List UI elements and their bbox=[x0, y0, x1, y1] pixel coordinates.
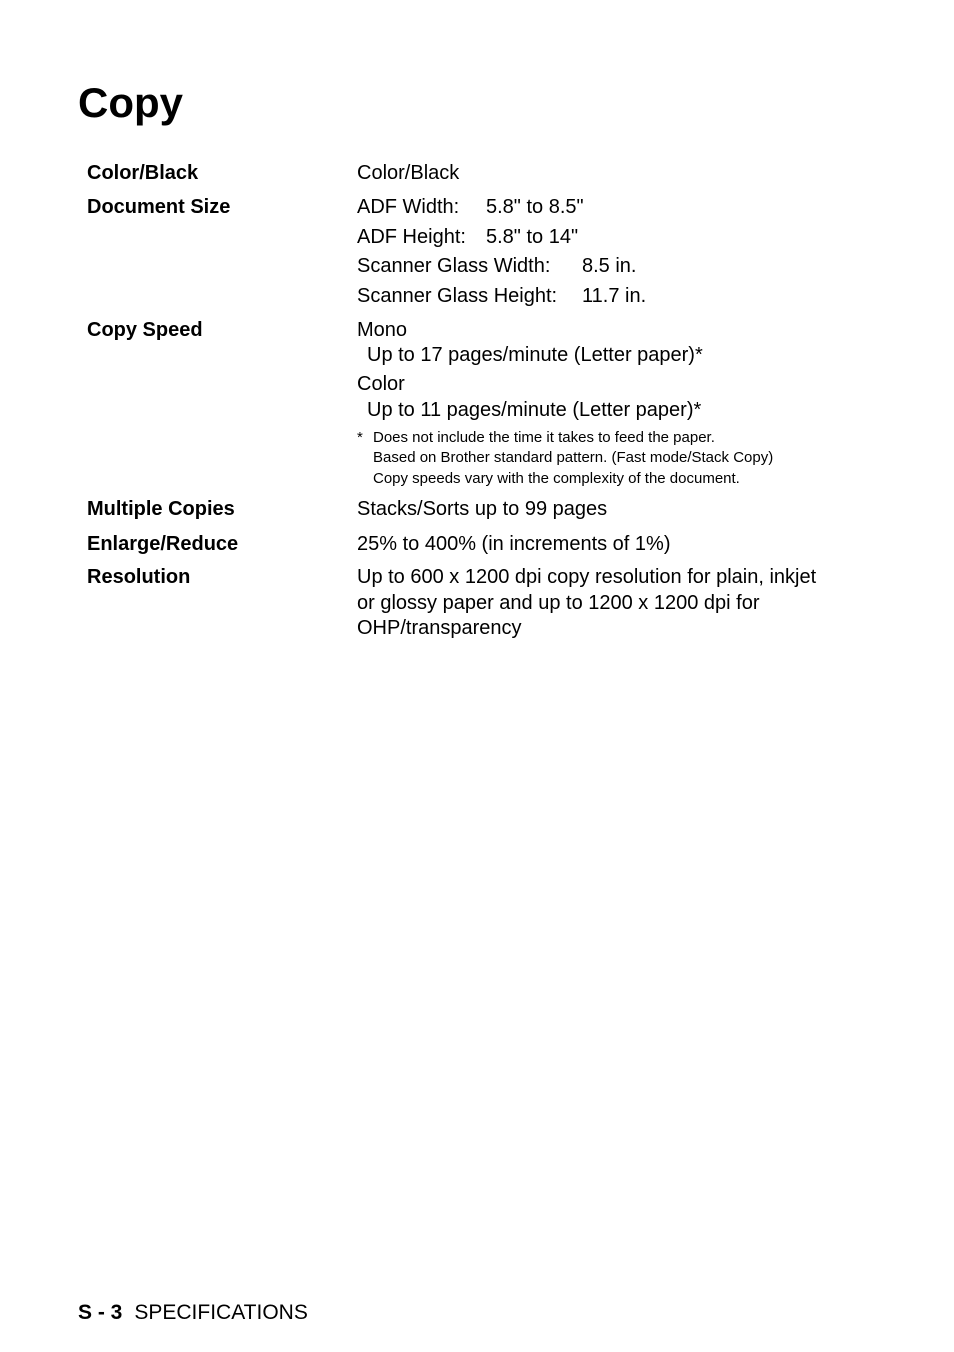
color-speed: Up to 11 pages/minute (Letter paper)* bbox=[367, 399, 702, 421]
spec-label: Enlarge/Reduce bbox=[87, 533, 239, 555]
page-number: S - 3 bbox=[78, 1301, 123, 1324]
footnote-line: Based on Brother standard pattern. (Fast mode/Stack Copy) bbox=[373, 449, 774, 466]
section-name: SPECIFICATIONS bbox=[134, 1301, 308, 1324]
adf-width-label: ADF Width: bbox=[357, 196, 460, 218]
spec-value: Stacks/Sorts up to 99 pages bbox=[357, 498, 608, 520]
footnote-marker: * bbox=[357, 429, 363, 446]
glass-height-label: Scanner Glass Height: bbox=[357, 285, 558, 307]
resolution-line: or glossy paper and up to 1200 x 1200 dpi for bbox=[357, 592, 760, 614]
page-title: Copy bbox=[78, 79, 183, 126]
spec-label: Multiple Copies bbox=[87, 498, 235, 520]
spec-value: 25% to 400% (in increments of 1%) bbox=[357, 533, 671, 555]
page-footer bbox=[78, 1300, 308, 1326]
spec-label: Resolution bbox=[87, 566, 191, 588]
adf-width-value: 5.8" to 8.5" bbox=[486, 196, 584, 218]
color-label: Color bbox=[357, 373, 405, 395]
footnote-line: Copy speeds vary with the complexity of the document. bbox=[373, 470, 740, 487]
spec-label: Copy Speed bbox=[87, 319, 203, 341]
adf-height-label: ADF Height: bbox=[357, 226, 466, 248]
resolution-line: Up to 600 x 1200 dpi copy resolution for plain, inkjet bbox=[357, 566, 817, 588]
spec-value: Color/Black bbox=[357, 162, 460, 184]
glass-width-value: 8.5 in. bbox=[582, 255, 637, 277]
mono-speed: Up to 17 pages/minute (Letter paper)* bbox=[367, 344, 703, 366]
spec-label: Color/Black bbox=[87, 162, 199, 184]
adf-height-value: 5.8" to 14" bbox=[486, 226, 579, 248]
spec-label: Document Size bbox=[87, 196, 231, 218]
glass-height-value: 11.7 in. bbox=[582, 285, 647, 307]
glass-width-label: Scanner Glass Width: bbox=[357, 255, 551, 277]
resolution-line: OHP/transparency bbox=[357, 617, 522, 639]
footnote-line: Does not include the time it takes to feed the paper. bbox=[373, 429, 715, 446]
mono-label: Mono bbox=[357, 319, 408, 341]
